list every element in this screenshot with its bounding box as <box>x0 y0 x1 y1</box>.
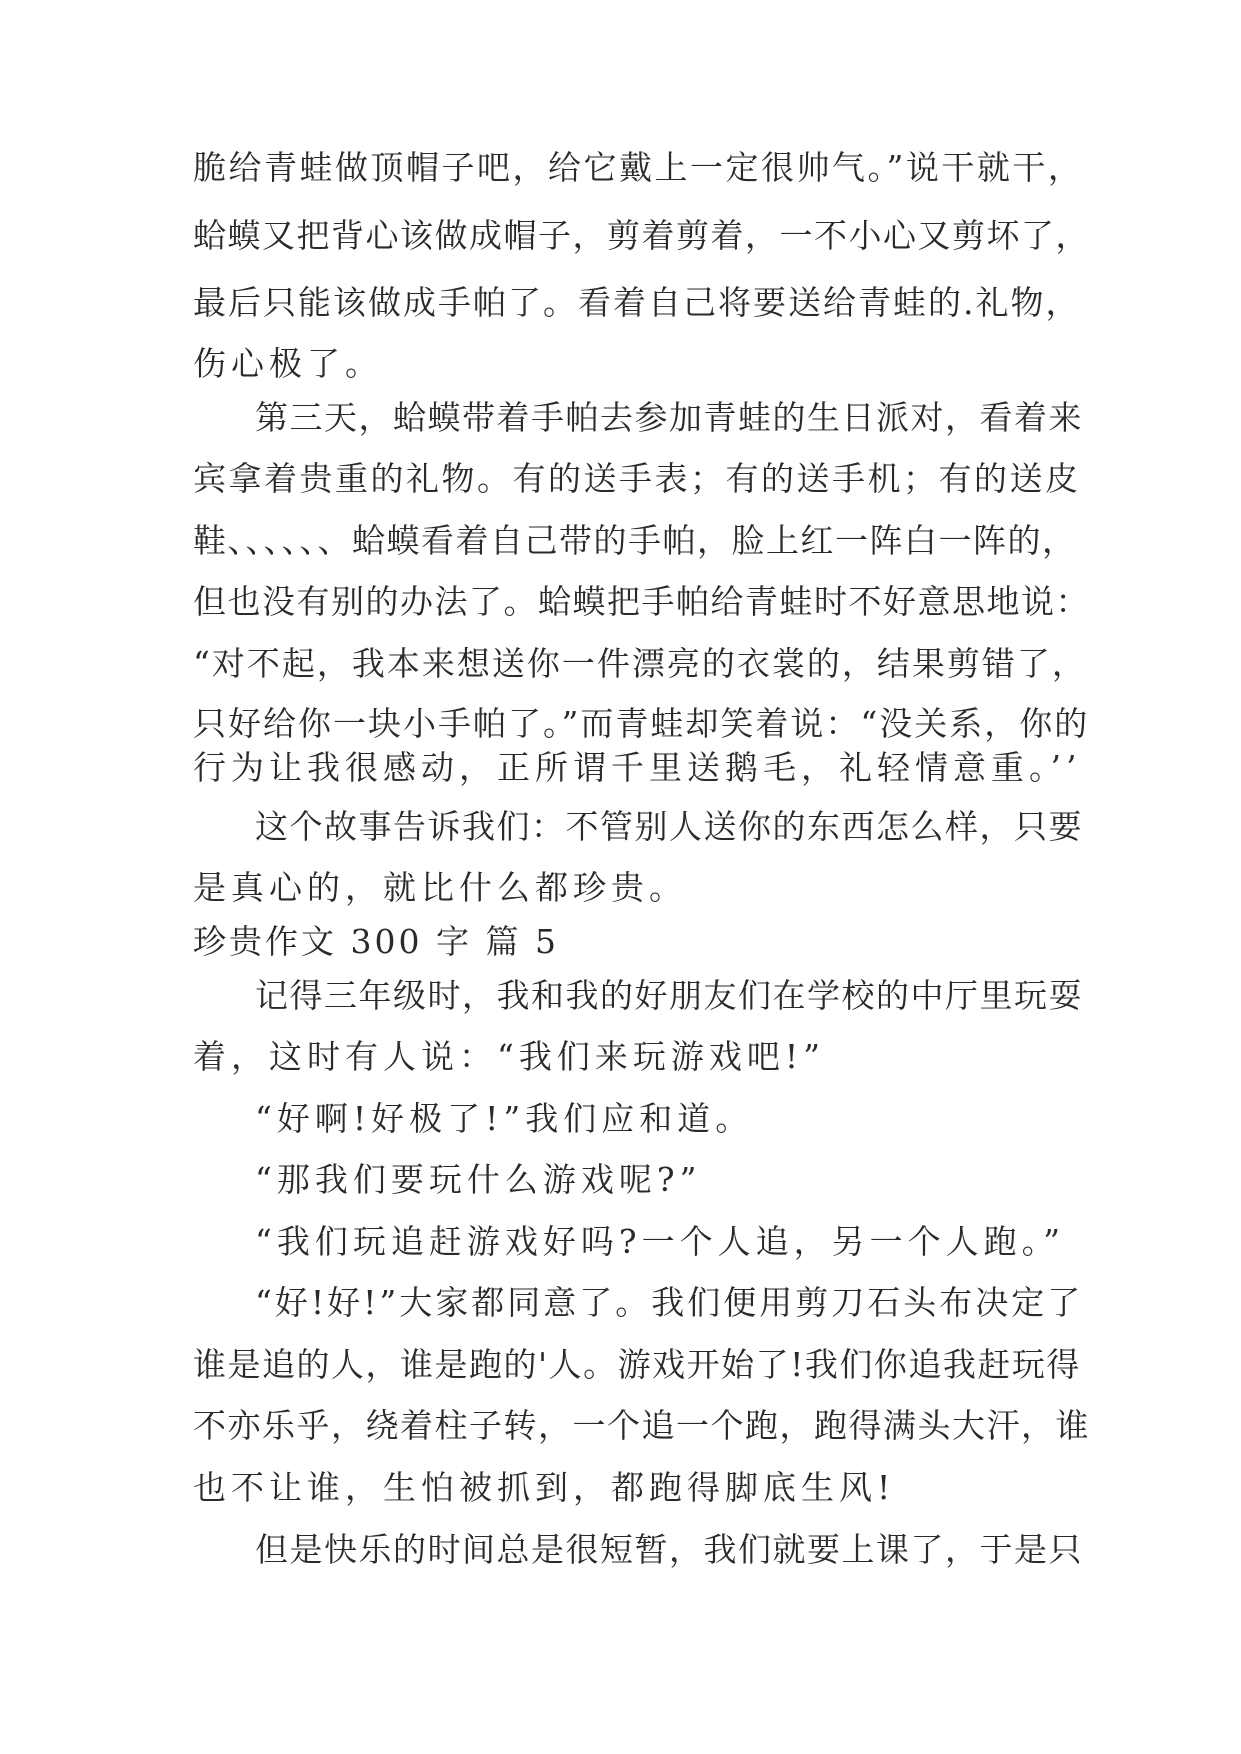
text-line: 宾拿着贵重的礼物。有的送手表；有的送手机；有的送皮 <box>193 459 1081 498</box>
text-line: 最后只能该做成手帕了。看着自己将要送给青蛙的.礼物， <box>193 283 1081 322</box>
text-line: “那我们要玩什么游戏呢?” <box>255 1160 702 1199</box>
text-line: 伤心极了。 <box>193 344 383 383</box>
text-line: 也不让谁，生怕被抓到，都跑得脚底生风! <box>193 1468 896 1507</box>
text-line: 脆给青蛙做顶帽子吧，给它戴上一定很帅气。”说干就干， <box>193 148 1084 187</box>
text-line: 是真心的，就比什么都珍贵。 <box>193 868 687 907</box>
text-line: “对不起，我本来想送你一件漂亮的衣裳的，结果剪错了， <box>193 644 1087 683</box>
text-line: 不亦乐乎，绕着柱子转，一个追一个跑，跑得满头大汗，谁 <box>193 1406 1090 1445</box>
text-line: 但是快乐的时间总是很短暂，我们就要上课了，于是只 <box>255 1530 1083 1569</box>
text-line: 但也没有别的办法了。蛤蟆把手帕给青蛙时不好意思地说： <box>193 582 1090 621</box>
text-line: 鞋、、、、、、蛤蟆看着自己带的手帕，脸上红一阵白一阵的， <box>193 521 1077 560</box>
text-line: 只好给你一块小手帕了。”而青蛙却笑着说：“没关系，你的 <box>193 704 1090 743</box>
text-line: 蛤蟆又把背心该做成帽子，剪着剪着，一不小心又剪坏了， <box>193 216 1090 255</box>
text-line: 谁是追的人，谁是跑的'人。游戏开始了!我们你追我赶玩得 <box>193 1345 1081 1384</box>
section-heading: 珍贵作文 300 字 篇 5 <box>193 922 559 961</box>
text-line: 这个故事告诉我们：不管别人送你的东西怎么样，只要 <box>255 807 1083 846</box>
text-line: “好啊!好极了!”我们应和道。 <box>255 1099 754 1138</box>
text-line: 记得三年级时，我和我的好朋友们在学校的中厅里玩耍 <box>255 976 1083 1015</box>
text-line: 第三天，蛤蟆带着手帕去参加青蛙的生日派对，看着来 <box>255 398 1083 437</box>
text-line: “我们玩追赶游戏好吗?一个人追，另一个人跑。” <box>255 1222 1065 1261</box>
text-line: 着，这时有人说：“我们来玩游戏吧!” <box>193 1037 826 1076</box>
text-line: 行为让我很感动，正所谓千里送鹅毛，礼轻情意重。’’ <box>193 748 1082 787</box>
text-line: “好!好!”大家都同意了。我们便用剪刀石头布决定了 <box>255 1283 1084 1322</box>
